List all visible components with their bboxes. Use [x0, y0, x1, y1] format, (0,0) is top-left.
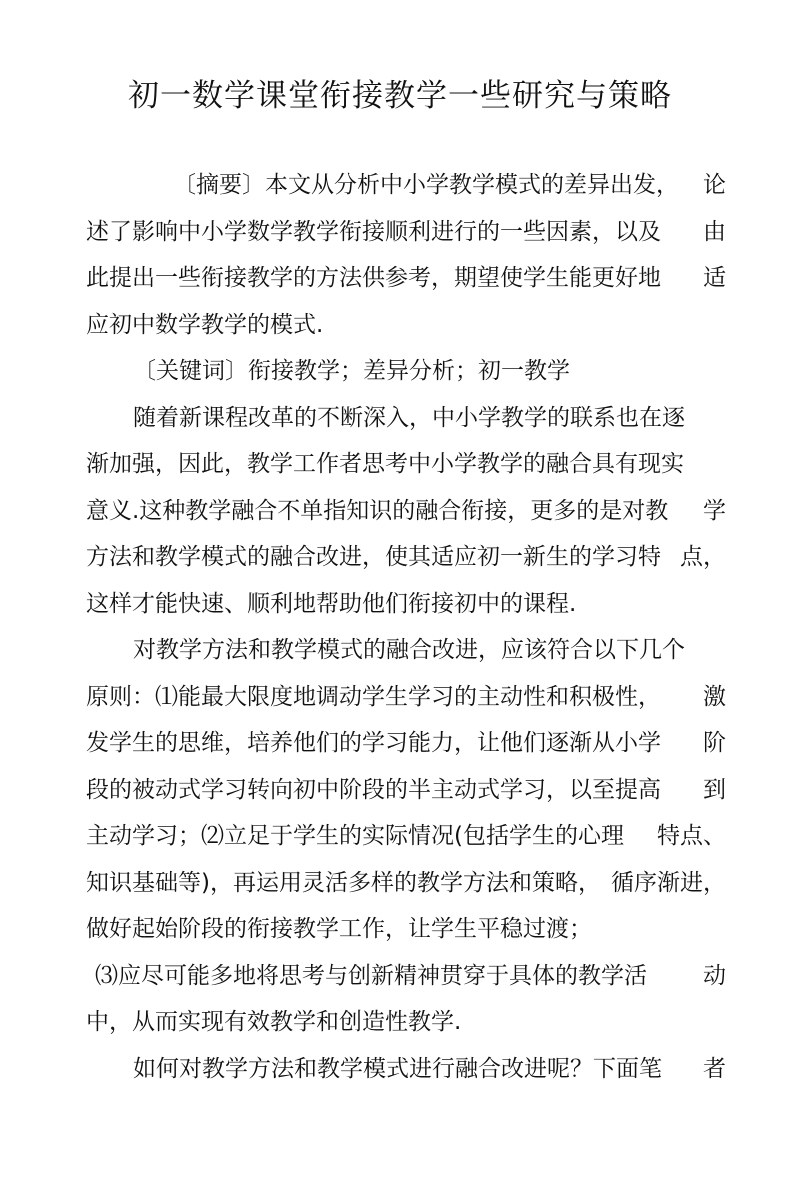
paragraph-line [86, 162, 726, 209]
paragraph-line [86, 627, 726, 674]
text-segment: 述了影响中小学数学教学衔接顺利进行的一些因素，以及 [86, 218, 661, 245]
paragraph-line [86, 302, 726, 349]
text-segment: 如何对教学方法和教学模式进行融合改进呢？下面笔 [133, 1055, 662, 1082]
paragraph-line [86, 441, 726, 488]
text-segment: 到 [703, 776, 726, 803]
text-segment: 意义.这种教学融合不单指知识的融合衔接，更多的是对教 [86, 497, 669, 524]
text-segment: 特点、 [657, 823, 726, 849]
paragraph-line [86, 999, 726, 1046]
document-body [86, 162, 726, 1092]
text-segment: 适 [703, 265, 726, 291]
text-segment: 者 [703, 1055, 726, 1082]
paragraph-line [86, 581, 726, 628]
text-segment: 此提出一些衔接教学的方法供参考，期望使学生能更好地 [86, 265, 661, 291]
text-segment: 对教学方法和教学模式的融合改进，应该符合以下几个 [133, 637, 685, 663]
paragraph-line [86, 395, 726, 442]
text-segment: 知识基础等)，再运用灵活多样的教学方法和策略， [86, 869, 601, 896]
text-segment: 方法和教学模式的融合改进，使其适应初一新生的学习特 [86, 544, 661, 570]
paragraph-line [86, 255, 726, 302]
text-segment: 原则：⑴能最大限度地调动学生学习的主动性和积极性， [86, 683, 661, 710]
text-segment: 随着新课程改革的不断深入，中小学教学的联系也在逐 [133, 404, 685, 431]
text-segment: 点， [680, 544, 726, 570]
paragraph-line [86, 488, 726, 535]
text-segment: 动 [703, 962, 726, 989]
paragraph-line [86, 767, 726, 814]
text-segment: 应初中数学教学的模式. [86, 311, 324, 338]
text-segment: 循序渐进， [611, 869, 726, 896]
text-segment: 中，从而实现有效教学和创造性教学. [86, 1009, 462, 1035]
paragraph-line [86, 534, 726, 581]
text-segment: ⑶应尽可能多地将思考与创新精神贯穿于具体的教学活 [95, 962, 647, 989]
paragraph-line [86, 906, 726, 953]
paragraph-line [86, 813, 726, 860]
paragraph-line [86, 674, 726, 721]
text-segment: 做好起始阶段的衔接教学工作，让学生平稳过渡； [86, 916, 592, 942]
text-segment: 学 [703, 497, 726, 524]
paragraph-line [86, 1046, 726, 1093]
paragraph-line [86, 209, 726, 256]
text-segment: 论 [703, 172, 726, 198]
paragraph-line [86, 720, 726, 767]
text-segment: 段的被动式学习转向初中阶段的半主动式学习，以至提高 [86, 776, 661, 803]
text-segment: 阶 [703, 730, 726, 756]
text-segment: 激 [703, 683, 726, 710]
text-segment: 〔摘要〕本文从分析中小学教学模式的差异出发， [173, 172, 679, 198]
text-segment: 〔关键词〕衔接教学；差异分析；初一教学 [133, 358, 570, 384]
document-title: 初一数学课堂衔接教学一些研究与策略 [128, 78, 672, 114]
keywords-line [86, 348, 726, 395]
text-segment: 发学生的思维，培养他们的学习能力，让他们逐渐从小学 [86, 730, 661, 756]
text-segment: 由 [703, 218, 726, 245]
paragraph-line [86, 953, 726, 1000]
text-segment: 这样才能快速、顺利地帮助他们衔接初中的课程. [86, 590, 577, 617]
text-segment: 主动学习；⑵立足于学生的实际情况(包括学生的心理 [86, 823, 624, 849]
paragraph-line [86, 860, 726, 907]
text-segment: 渐加强，因此，教学工作者思考中小学教学的融合具有现实 [86, 451, 684, 477]
